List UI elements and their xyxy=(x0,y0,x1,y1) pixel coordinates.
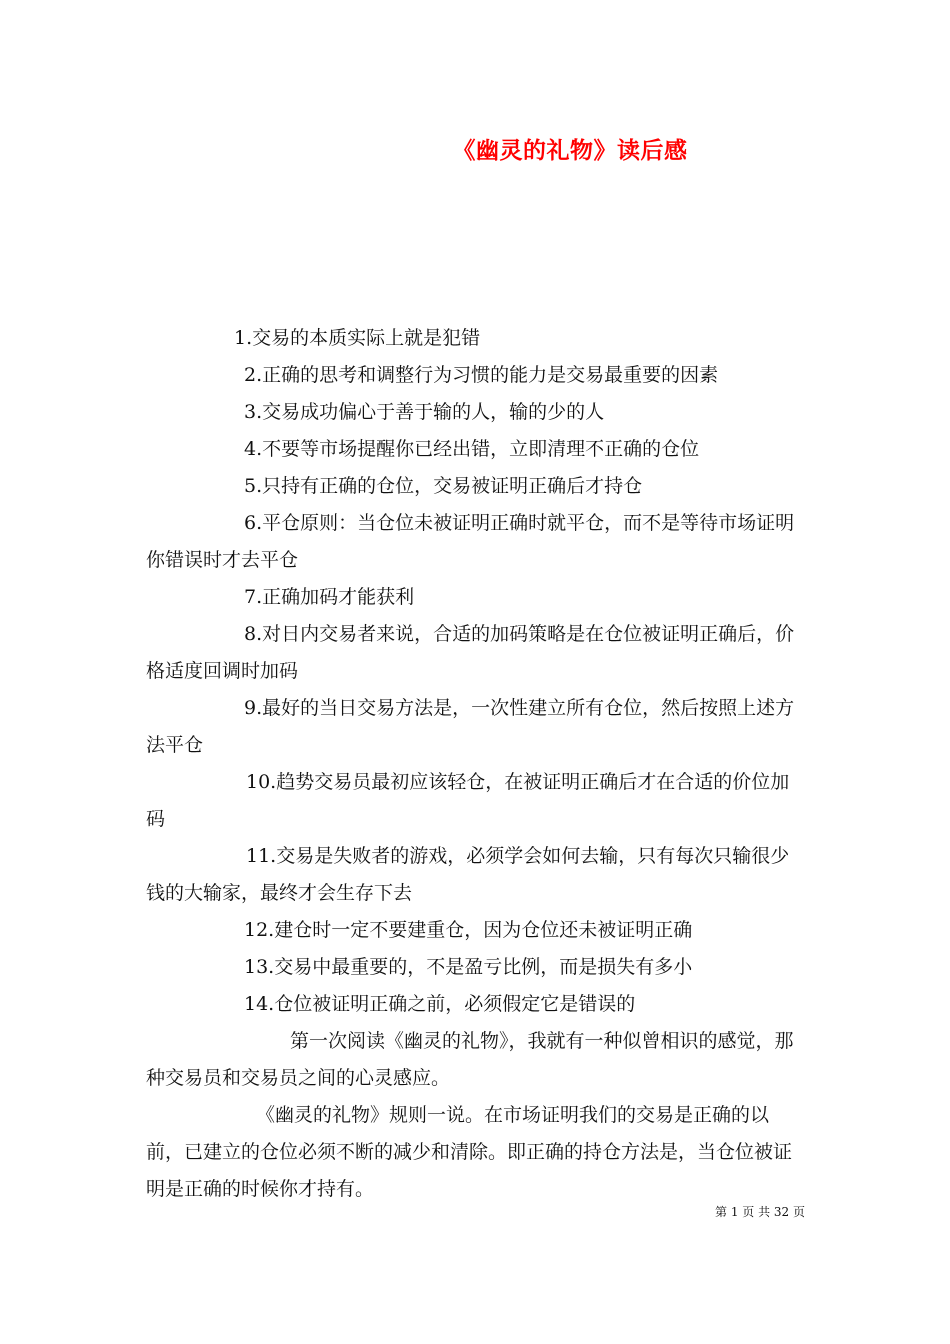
rule-item: 13.交易中最重要的，不是盈亏比例，而是损失有多小 xyxy=(244,956,693,978)
rule-item: 11.交易是失败者的游戏，必须学会如何去输，只有每次只输很少钱的大输家，最终才会生存下去 xyxy=(146,845,790,904)
rule-item: 9.最好的当日交易方法是，一次性建立所有仓位，然后按照上述方法平仓 xyxy=(146,697,795,756)
page-number: 第 1 页 共 32 页 xyxy=(715,1205,805,1219)
rule-item: 1.交易的本质实际上就是犯错 xyxy=(234,327,481,349)
rule-item: 3.交易成功偏心于善于输的人，输的少的人 xyxy=(244,401,605,423)
rule-item: 6.平仓原则：当仓位未被证明正确时就平仓，而不是等待市场证明你错误时才去平仓 xyxy=(146,512,795,571)
rule-item: 14.仓位被证明正确之前，必须假定它是错误的 xyxy=(244,993,636,1015)
body-paragraph: 《幽灵的礼物》规则一说。在市场证明我们的交易是正确的以前，已建立的仓位必须不断的减少和清除。即正确的持仓方法是，当仓位被证明是正确的时候你才持有。 xyxy=(146,1104,793,1200)
rule-item: 8.对日内交易者来说，合适的加码策略是在仓位被证明正确后，价格适度回调时加码 xyxy=(146,623,795,682)
body-paragraph: 第一次阅读《幽灵的礼物》，我就有一种似曾相识的感觉，那种交易员和交易员之间的心灵感应。 xyxy=(146,1030,794,1089)
rule-item: 7.正确加码才能获利 xyxy=(244,586,415,608)
rule-item: 12.建仓时一定不要建重仓，因为仓位还未被证明正确 xyxy=(244,919,693,941)
document-title: 《幽灵的礼物》读后感 xyxy=(452,137,688,164)
rule-item: 4.不要等市场提醒你已经出错，立即清理不正确的仓位 xyxy=(244,438,700,460)
rule-item: 10.趋势交易员最初应该轻仓，在被证明正确后才在合适的价位加码 xyxy=(146,771,790,830)
rule-item: 5.只持有正确的仓位，交易被证明正确后才持仓 xyxy=(244,475,643,497)
rule-item: 2.正确的思考和调整行为习惯的能力是交易最重要的因素 xyxy=(244,364,719,386)
document-body xyxy=(146,320,806,1208)
